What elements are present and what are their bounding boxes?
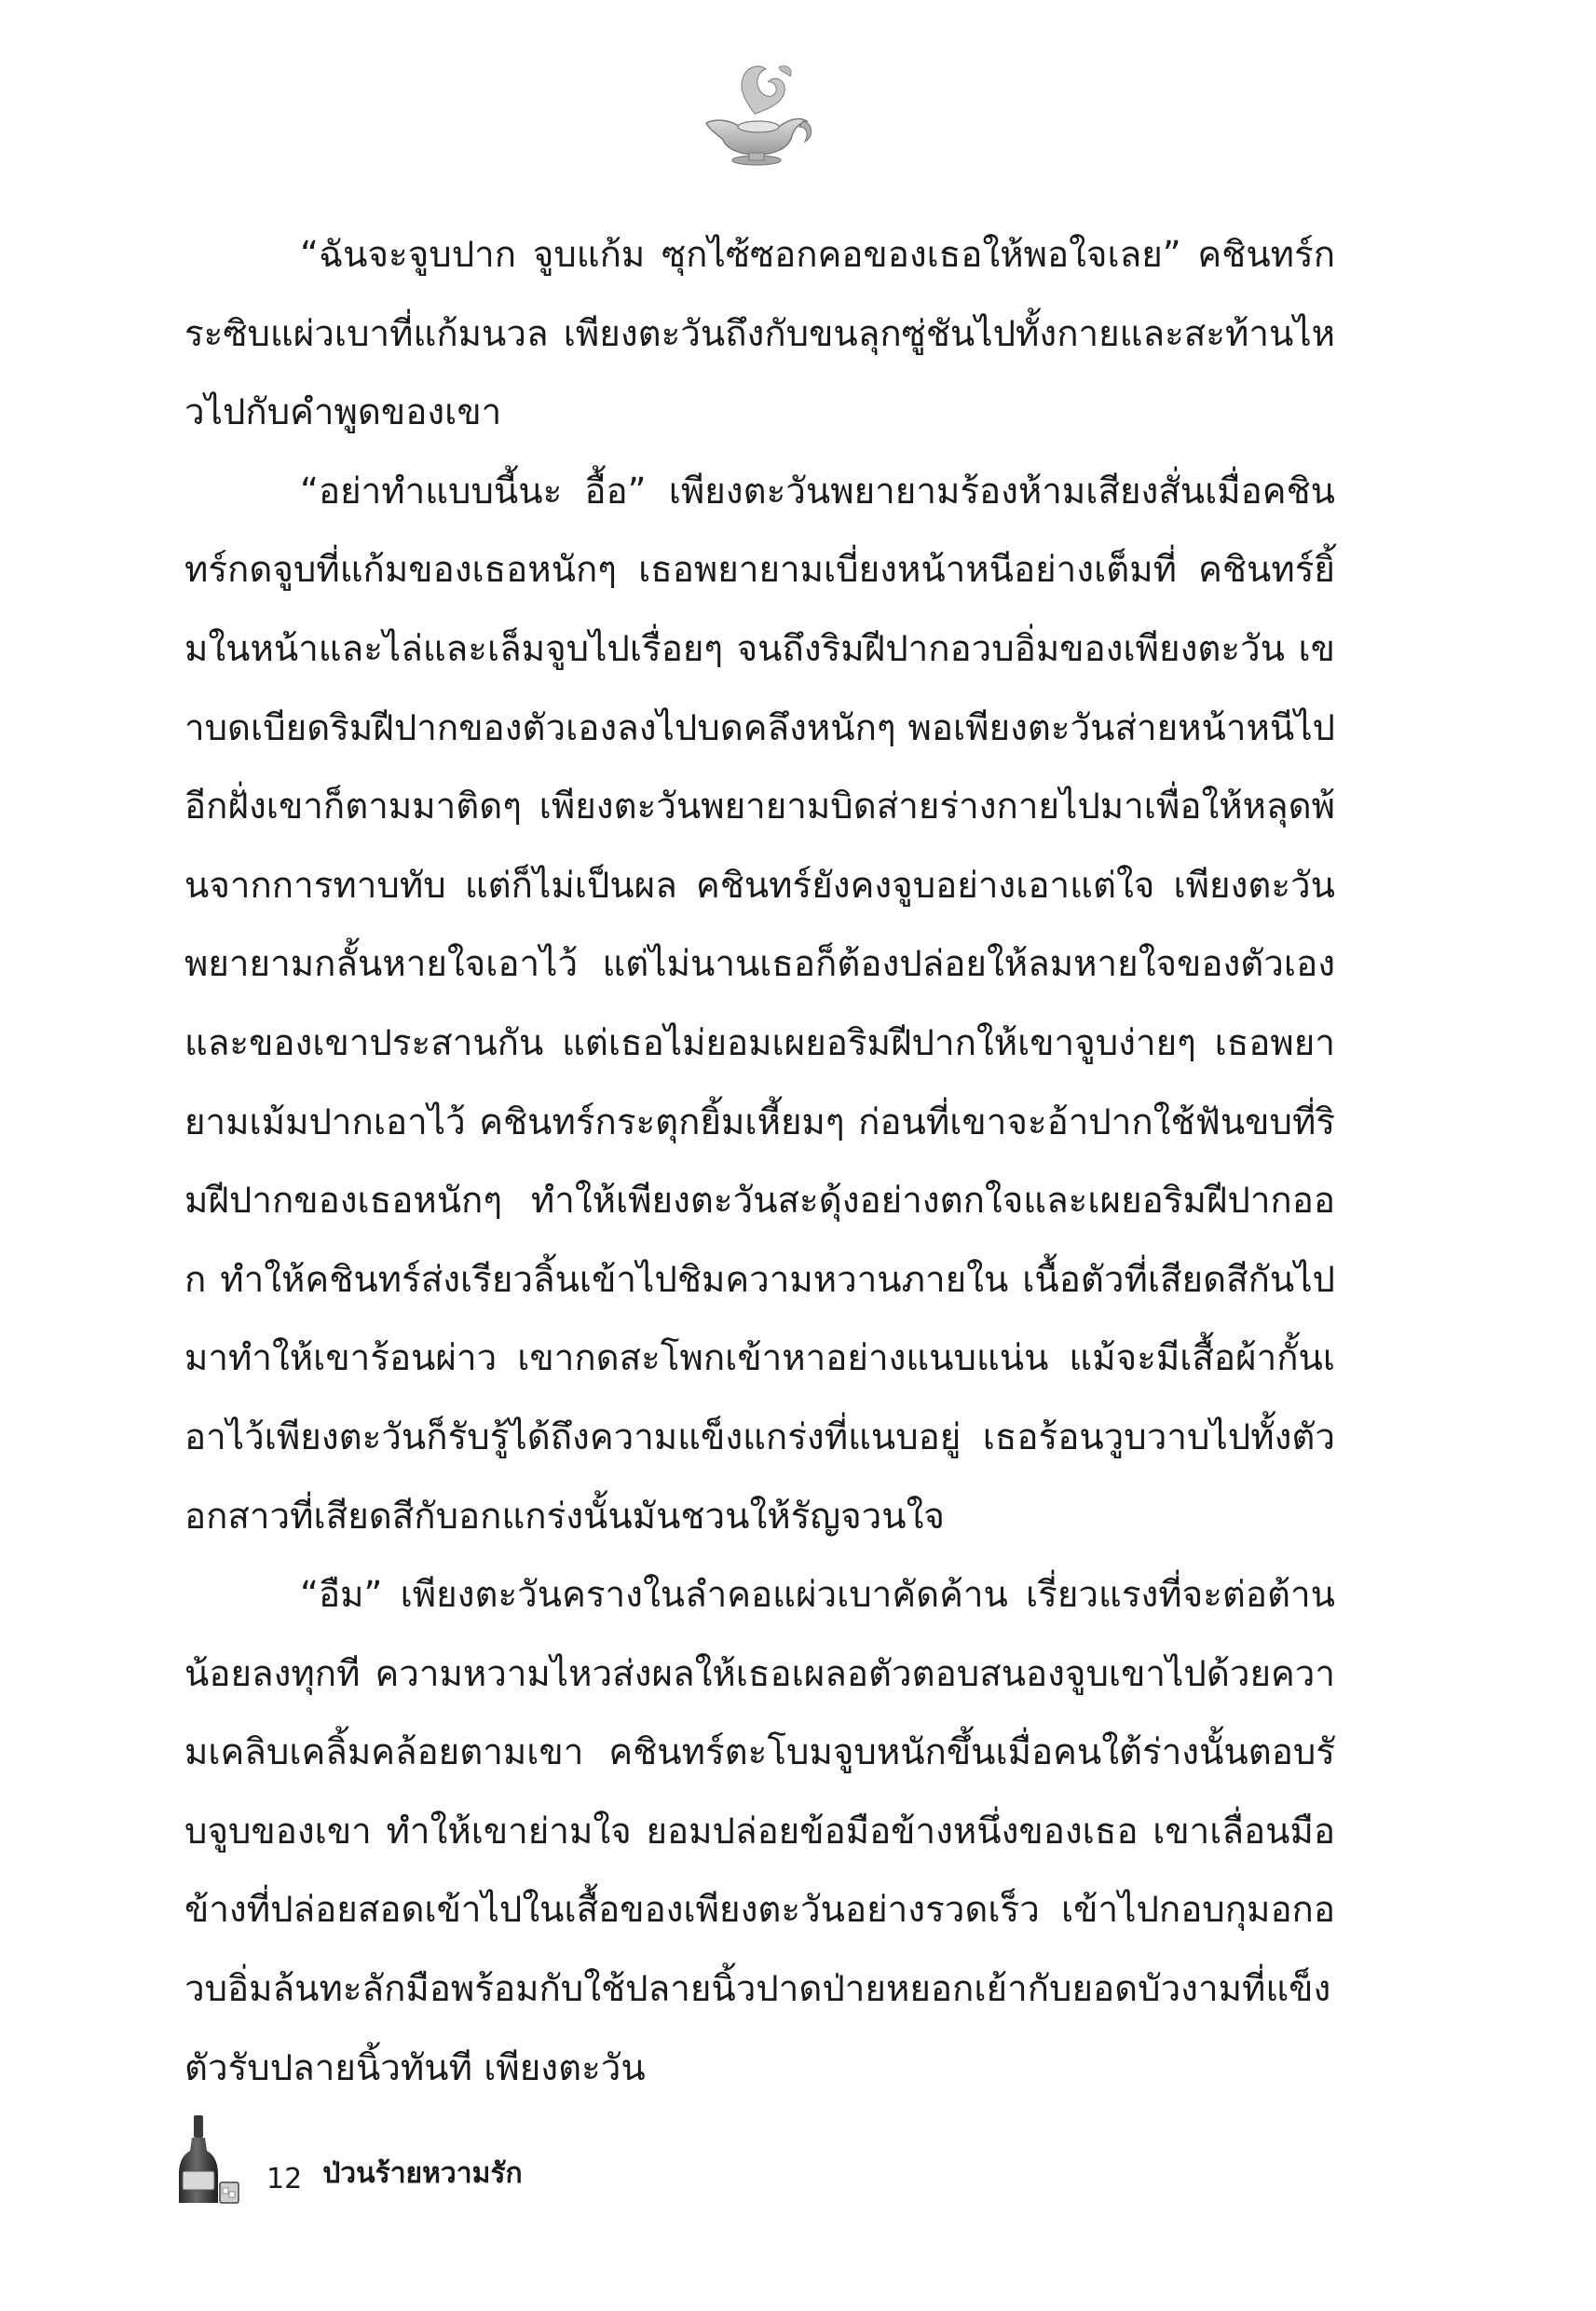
book-title: ป่วนร้ายหวามรัก <box>322 2157 523 2190</box>
genie-lamp-icon <box>689 56 820 168</box>
paragraph: “ฉันจะจูบปาก จูบแก้ม ซุกไซ้ซอกคอของเธอให้พอใจเลย” คชินทร์กระซิบแผ่วเบาที่แก้มนวล เพียงตะวันถึงกับขนลุกซู่ชันไปทั้งกายและสะท้านไหวไปกับคำพูดของเขา <box>184 234 1335 434</box>
chapter-body <box>184 216 1335 2108</box>
paragraph: “อย่าทำแบบนี้นะ อื้อ” เพียงตะวันพยายามร้องห้ามเสียงสั่นเมื่อคชินทร์กดจูบที่แก้มของเธอหนักๆ เธอพยายามเบี่ยงหน้าหนีอย่างเต็มที่ คชินทร์ยิ้มในหน้าและไล่และเล็มจูบไปเรื่อยๆ จนถึงริมฝีปากอวบอิ่มของเพียงตะวัน เขาบดเบียดริมฝีปากของตัวเองลงไปบดคลึงหนักๆ พอเพียงตะวันส่ายหน้าหนีไปอีกฝั่งเขาก็ตามมาติดๆ เพียงตะวันพยายามบิดส่ายร่างกายไปมาเพื่อให้หลุดพ้นจากการทาบทับ แต่ก็ไม่เป็นผล คชินทร์ยังคงจูบอย่างเอาแต่ใจ เพียงตะวันพยายามกลั้นหายใจเอาไว้ แต่ไม่นานเธอก็ต้องปล่อยให้ลมหายใจของตัวเองและของเขาประสานกัน แต่เธอไม่ยอมเผยอริมฝีปากให้เขาจูบง่ายๆ เธอพยายามเม้มปากเอาไว้ คชินทร์กระตุกยิ้มเหี้ยมๆ ก่อนที่เขาจะอ้าปากใช้ฟันขบที่ริมฝีปากของเธอหนักๆ ทำให้เพียงตะวันสะดุ้งอย่างตกใจและเผยอริมฝีปากออก ทำให้คชินทร์ส่งเรียวลิ้นเข้าไปชิมความหวานภายใน เนื้อตัวที่เสียดสีกันไปมาทำให้เขาร้อนผ่าว เขากดสะโพกเข้าหาอย่างแนบแน่น แม้จะมีเสื้อผ้ากั้นเอาไว้เพียงตะวันก็รับรู้ได้ถึงความแข็งแกร่งที่แนบอยู่ เธอร้อนวูบวาบไปทั้งตัว อกสาวที่เสียดสีกับอกแกร่งนั้นมันชวนให้รัญจวนใจ <box>184 470 1335 1538</box>
page-number: 12 <box>266 2163 303 2195</box>
page-footer <box>179 2113 523 2207</box>
liquor-bottle-icon <box>179 2113 240 2207</box>
paragraph: “อืม” เพียงตะวันครางในลำคอแผ่วเบาคัดค้าน เรี่ยวแรงที่จะต่อต้านน้อยลงทุกที ความหวามไหวส่งผลให้เธอเผลอตัวตอบสนองจูบเขาไปด้วยความเคลิบเคลิ้มคล้อยตามเขา คชินทร์ตะโบมจูบหนักขึ้นเมื่อคนใต้ร่างนั้นตอบรับจูบของเขา ทำให้เขาย่ามใจ ยอมปล่อยข้อมือข้างหนึ่งของเธอ เขาเลื่อนมือข้างที่ปล่อยสอดเข้าไปในเสื้อของเพียงตะวันอย่างรวดเร็ว เข้าไปกอบกุมอกอวบอิ่มล้นทะลักมือพร้อมกับใช้ปลายนิ้วปาดป่ายหยอกเย้ากับยอดบัวงามที่แข็งตัวรับปลายนิ้วทันที เพียงตะวัน <box>184 1574 1335 2089</box>
